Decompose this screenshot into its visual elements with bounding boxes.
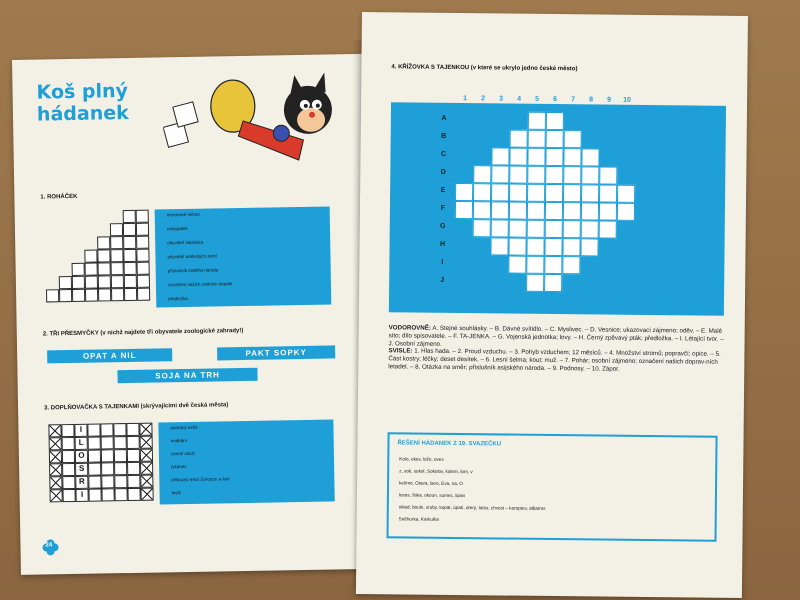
doplnovacka-cell [114, 462, 127, 475]
crossword-row-letter: J [440, 276, 445, 284]
doplnovacka-cell [49, 489, 62, 502]
crossword-col-number: 2 [481, 95, 486, 103]
anagram-1: OPAT A NIL [47, 348, 172, 363]
vodorovne-label: VODOROVNĚ: [388, 324, 432, 332]
doplnovacka-cell [62, 437, 75, 450]
crossword-cell [509, 184, 527, 202]
doplnovacka-cell [88, 489, 101, 502]
crossword-cell [544, 256, 562, 274]
doplnovacka-cell [114, 449, 127, 462]
doplnovacka-cell [127, 488, 140, 501]
doplnovacka-cell [114, 488, 127, 501]
crossword-cell [617, 203, 635, 221]
crossword-cell [528, 112, 546, 130]
rohacek-clue: příslušník malého národa [167, 267, 219, 274]
crossword-cell [491, 219, 509, 237]
page-title [36, 80, 129, 126]
crossword-cell [544, 274, 562, 292]
rohacek-clue: předložka [168, 295, 188, 302]
solution-line: sklad, boule, sruby, kopat, úpatí, úterý, lotos, chvost – koroptev, albatros [398, 504, 546, 511]
rohacek-cell [110, 236, 123, 249]
doplnovacka-cell [62, 489, 75, 502]
rohacek-cell [111, 262, 124, 275]
rohacek-cell [98, 262, 111, 275]
crossword-col-number: 3 [499, 95, 504, 103]
crossword-row-letter: A [441, 114, 447, 122]
doplnovacka-cell [126, 423, 139, 436]
crossword-cell [491, 165, 509, 183]
solutions-title: ŘEŠENÍ HÁDANEK Z 19. SVAZEČKU [397, 440, 502, 448]
crossword-cell [599, 184, 617, 202]
rohacek-cell [110, 249, 123, 262]
doplnovacka-cell [101, 436, 114, 449]
rohacek-clue: obyvatel Valašska [167, 239, 204, 246]
doplnovacka-cell [140, 475, 153, 488]
doplnovacka-cell [49, 437, 62, 450]
doplnovacka-letter: L [75, 437, 88, 450]
svisle-label: SVISLE: [388, 347, 413, 355]
crossword-cell [527, 184, 545, 202]
doplnovacka-cell [61, 424, 74, 437]
crossword-cell [527, 202, 545, 220]
rohacek-cell [136, 236, 149, 249]
doplnovacka-cell [49, 476, 62, 489]
right-page [356, 12, 748, 598]
crossword-row-letter: D [440, 168, 446, 176]
crossword-cell [545, 184, 563, 202]
crossword-cell [581, 202, 599, 220]
crossword-row-letter: E [440, 186, 446, 194]
rohacek-cell [137, 262, 150, 275]
rohacek-cell [85, 289, 98, 302]
doplnovacka-cell [139, 423, 152, 436]
doplnovacka-cell [88, 450, 101, 463]
doplnovacka-cell [127, 449, 140, 462]
doplnovacka-cell [140, 488, 153, 501]
doplnovacka-letter: O [75, 450, 88, 463]
crossword-cell [473, 183, 491, 201]
doplnovacka-letter: I [75, 489, 88, 502]
doplnovacka-cell [127, 462, 140, 475]
crossword-cell [564, 130, 582, 148]
title-line-1: Koš plný [36, 79, 129, 104]
crossword-cell [473, 165, 491, 183]
crossword-cell [563, 166, 581, 184]
crossword-cell [509, 220, 527, 238]
rohacek-cell [123, 223, 136, 236]
doplnovacka-cell [114, 475, 127, 488]
rohacek-cell [110, 223, 123, 236]
doplnovacka-cell [62, 476, 75, 489]
crossword-cell [508, 238, 526, 256]
crossword-cell [599, 220, 617, 238]
anagram-2: PAKT SOPKY [217, 345, 335, 360]
doplnovacka-cell [114, 436, 127, 449]
crossword-cell [528, 130, 546, 148]
rohacek-cell [98, 275, 111, 288]
rohacek-cell [124, 262, 137, 275]
rohacek-clue: označení našich civilních letadel [167, 281, 233, 288]
doplnovacka-clue: lesík [171, 490, 181, 496]
vodorovne-text: A. Stejné souhlásky. – B. Dávné svítidlo. – C. Myslivec. – D. Vesnice; ukazovací zájmeno; oděv. – E. Malé síto; dílo spisovatele. – F. TA-JENKA. – G. Vojenská jednotka; lovy. – H. Černý zpěvavý pták; předložka. – I. Létající tvor. – J. Osobní zájmeno. [388, 324, 724, 348]
doplnovacka-cell [62, 450, 75, 463]
rohacek-cell [124, 275, 137, 288]
crossword-cell [508, 256, 526, 274]
solution-line: kelímo, Otava, lano, Eva, na, O [399, 480, 463, 487]
crossword-cell [509, 202, 527, 220]
doplnovacka-cell [140, 462, 153, 475]
crossword-cell [473, 219, 491, 237]
rohacek-heading: 1. ROHÁČEK [40, 193, 78, 201]
crossword-cell [563, 184, 581, 202]
rohacek-cell [72, 263, 85, 276]
doplnovacka-cell [88, 463, 101, 476]
rohacek-clue: moravské město [166, 211, 200, 218]
crossword-heading: 4. KŘÍŽOVKA S TAJENKOU (v které se ukrylo jedno české město) [391, 64, 578, 73]
crossword-cell [491, 183, 509, 201]
crossword-cell [526, 238, 544, 256]
crossword-col-number: 7 [571, 96, 576, 104]
crossword-cell [617, 185, 635, 203]
crossword-cell [599, 202, 617, 220]
crossword-cell [490, 237, 508, 255]
crossword-cell [491, 147, 509, 165]
doplnovacka-cell [140, 436, 153, 449]
doplnovacka-cell [113, 423, 126, 436]
crossword-row-letter: C [440, 150, 447, 158]
crossword-cell [509, 166, 527, 184]
doplnovacka-heading: 3. DOPLŇOVAČKA S TAJENKAMI (skrývajícími dvě česká města) [44, 402, 229, 412]
crossword-cell [527, 220, 545, 238]
crossword-row-letter: I [441, 258, 444, 266]
crossword-row-letter: F [440, 204, 446, 212]
crossword-col-number: 9 [607, 96, 612, 104]
presmycky-heading: 2. TŘI PŘESMYČKY (v nichž najdete tři obyvatele zoologické zahrady!) [42, 328, 244, 338]
rohacek-cell [46, 289, 59, 302]
left-page [12, 54, 371, 575]
doplnovacka-cell [88, 437, 101, 450]
page-number: 24 [45, 542, 53, 549]
rohacek-cell [123, 210, 136, 223]
crossword-cell [545, 166, 563, 184]
crossword-cell [526, 274, 544, 292]
title-line-2: hádanek [36, 101, 129, 126]
doplnovacka-cell [127, 436, 140, 449]
rohacek-clue: obyvatel arabských zemí [167, 253, 218, 260]
crossword-cell [491, 201, 509, 219]
rohacek-cell [124, 288, 137, 301]
solution-line: Sněhurka, Karkulka [398, 516, 439, 522]
crossword-cell [455, 201, 473, 219]
crossword-cell [545, 148, 563, 166]
rohacek-cell [111, 288, 124, 301]
svisle-text: 1. Hlas hada. – 2. Proud vzduchu. – 3. Pohyb vzduchem; 12 měsíců. – 4. Množství stromů; popravčí; opice. – 5. Část kostry; léčky; deset desítek. – 6. Lesní šelma; kout; muž. – 7. Pohár; osobní zájmeno; označení našich doprav-ních letadel. – 8. Otázka na směr; příslušník asijského národa. – 9. Podnosy. – 10. Zápor. [388, 347, 721, 373]
doplnovacka-cell [101, 475, 114, 488]
crossword-cell [563, 220, 581, 238]
rohacek-cell [97, 236, 110, 249]
crossword-cell [526, 256, 544, 274]
crossword-cell [545, 220, 563, 238]
doplnovacka-cell [101, 449, 114, 462]
doplnovacka-cell [101, 488, 114, 501]
doplnovacka-clue: nedbání [170, 438, 187, 444]
solution-line: Kolo, okov, lože, oves [399, 456, 444, 462]
rohacek-clue: nedopalek [166, 225, 188, 232]
crossword-col-number: 1 [463, 95, 468, 103]
rohacek-cell [85, 263, 98, 276]
doplnovacka-cell [101, 462, 114, 475]
rohacek-cell [72, 289, 85, 302]
crossword-col-number: 8 [589, 96, 594, 104]
crossword-cell [581, 220, 599, 238]
doplnovacka-cell [88, 476, 101, 489]
crossword-col-number: 4 [517, 95, 522, 103]
rohacek-cell [59, 289, 72, 302]
doplnovacka-clue: potíraný keřík [170, 424, 198, 431]
crossword-cell [581, 184, 599, 202]
rohacek-cell [72, 276, 85, 289]
rohacek-cell [111, 275, 124, 288]
rohacek-cell [85, 276, 98, 289]
doplnovacka-cell [87, 424, 100, 437]
rohacek-cell [136, 249, 149, 262]
crossword-cell [546, 112, 564, 130]
doplnovacka-cell [100, 423, 113, 436]
doplnovacka-clue: tykanec [171, 464, 187, 470]
anagram-3: SOJA NA TRH [117, 368, 257, 383]
doplnovacka-cell [140, 449, 153, 462]
doplnovacka-letter: S [75, 463, 88, 476]
doplnovacka-cell [48, 424, 61, 437]
rohacek-cell [98, 288, 111, 301]
doplnovacka-letter: R [75, 476, 88, 489]
rohacek-cell [97, 249, 110, 262]
doplnovacka-clue-panel [158, 419, 334, 504]
rohacek-cell [123, 249, 136, 262]
crossword-cell [527, 166, 545, 184]
rohacek-cell [137, 275, 150, 288]
rohacek-cell [84, 250, 97, 263]
crossword-cell [509, 148, 527, 166]
doplnovacka-cell [62, 463, 75, 476]
doplnovacka-cell [49, 450, 62, 463]
crossword-cell [563, 202, 581, 220]
rohacek-cell [136, 210, 149, 223]
doplnovacka-cell [127, 475, 140, 488]
doplnovacka-clue: cenné zboží [170, 450, 196, 457]
crossword-cell [562, 256, 580, 274]
crossword-col-number: 5 [535, 95, 540, 103]
doplnovacka-cell [49, 463, 62, 476]
rohacek-cell [136, 223, 149, 236]
solutions-box [386, 432, 717, 541]
rohacek-cell [137, 288, 150, 301]
crossword-cell [599, 166, 617, 184]
crossword-cell [562, 238, 580, 256]
crossword-cell [580, 238, 598, 256]
crossword-cell [546, 130, 564, 148]
crossword-row-letter: G [439, 222, 446, 230]
crossword-col-number: 6 [553, 96, 558, 104]
solution-line: z, sok, sokol, Sokolov, kolem, lom, v [399, 468, 473, 475]
crossword-cell [527, 148, 545, 166]
crossword-cell [545, 202, 563, 220]
cartoon-cat-illustration [162, 64, 344, 167]
crossword-clues [388, 324, 723, 374]
crossword-row-letter: B [441, 132, 447, 140]
rohacek-cell [123, 236, 136, 249]
doplnovacka-letter: I [74, 424, 87, 437]
crossword-col-number: 10 [623, 96, 632, 104]
rohacek-cell [59, 276, 72, 289]
crossword-cell [544, 238, 562, 256]
crossword-row-letter: H [440, 240, 446, 248]
doplnovacka-clue: příbuzný mezi Evropou a Asií [171, 476, 230, 483]
crossword-cell [510, 130, 528, 148]
crossword-cell [563, 148, 581, 166]
crossword-cell [581, 148, 599, 166]
crossword-cell [581, 166, 599, 184]
crossword-cell [473, 201, 491, 219]
crossword-cell [455, 183, 473, 201]
solution-line: losos, štika, okoun, sumec, lipan [398, 492, 466, 499]
